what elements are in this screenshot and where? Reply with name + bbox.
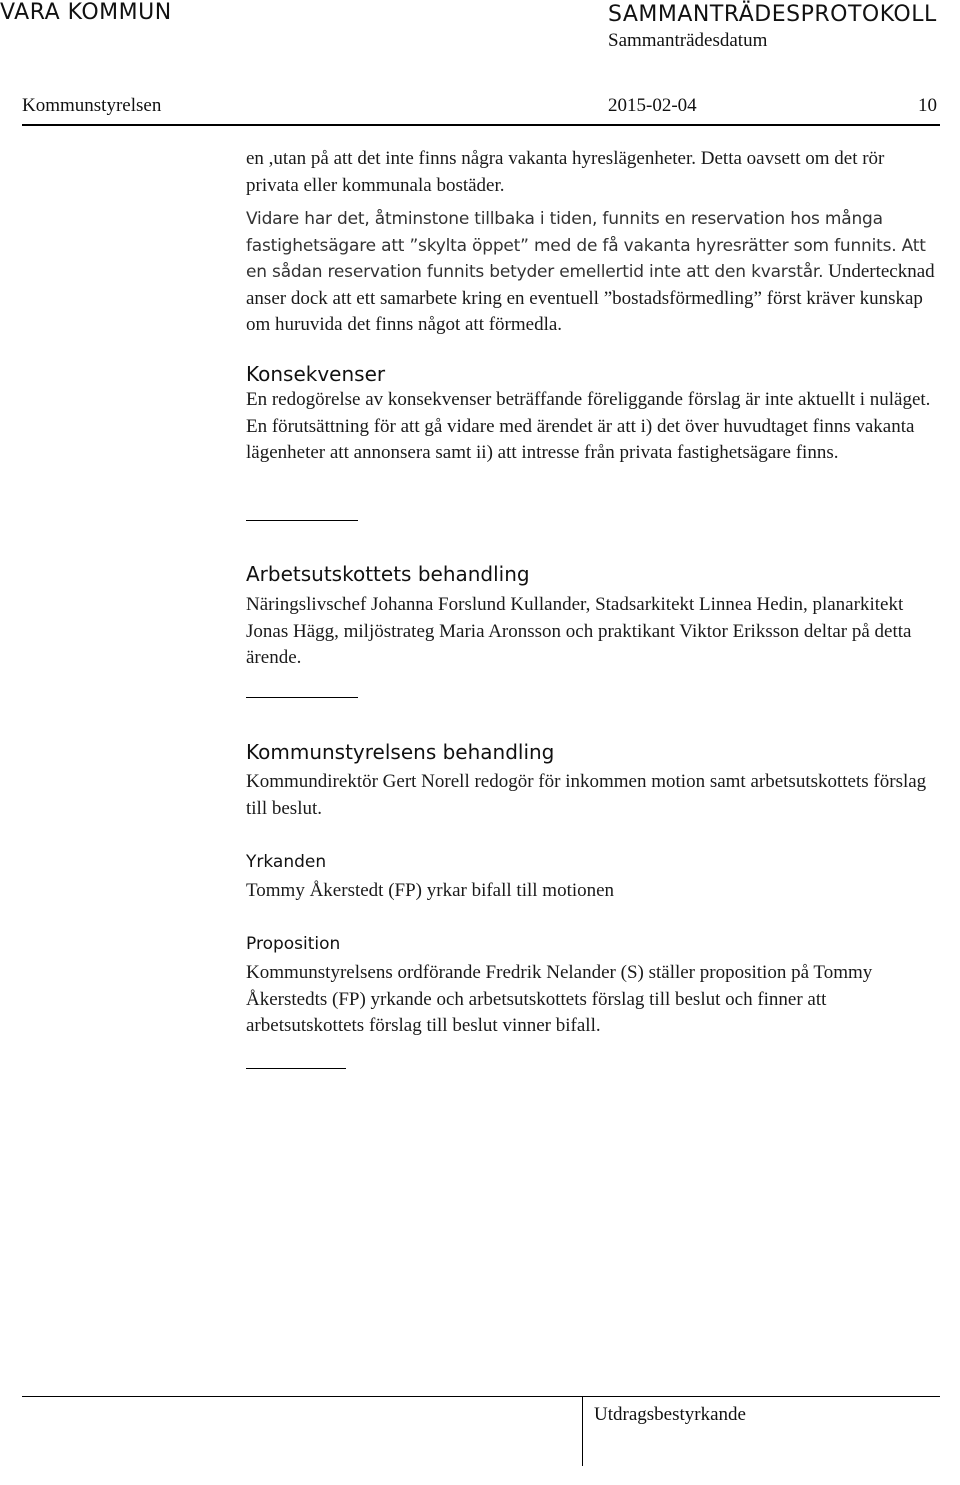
paragraph-konsekvenser: En redogörelse av konsekvenser beträffande föreliggande förslag är inte aktuellt i nuläget. En förutsättning för att gå vidare med ärendet är att i) det över huvudtaget finns vakanta lägenheter att annonsera samt ii) att intresse från privata fastighetsägare finns.: [246, 389, 931, 463]
paragraph-arbetsutskottet: Näringslivschef Johanna Forslund Kullander, Stadsarkitekt Linnea Hedin, planarkitekt Jonas Hägg, miljöstrateg Maria Aronsson och praktikant Viktor Eriksson deltar på detta ärende.: [246, 594, 912, 668]
heading-konsekvenser: Konsekvenser: [246, 362, 386, 386]
paragraph-proposition: Kommunstyrelsens ordförande Fredrik Nelander (S) ställer proposition på Tommy Åkerstedts (FP) yrkande och arbetsutskottets förslag till beslut och finner att arbetsutskottets förslag till beslut vinner bifall.: [246, 962, 873, 1036]
paragraph-intro: en ,utan på att det inte finns några vakanta hyreslägenheter. Detta oavsett om det rör privata eller kommunala bostäder.: [246, 148, 885, 196]
paragraph-yrkanden: Tommy Åkerstedt (FP) yrkar bifall till motionen: [246, 880, 615, 901]
section-separator: [246, 697, 358, 698]
heading-kommunstyrelsens-behandling: Kommunstyrelsens behandling: [246, 740, 555, 764]
heading-yrkanden: Yrkanden: [246, 852, 327, 872]
paragraph-reservation-rest: Undertecknad anser dock att ett samarbete kring en eventuell ”bostadsförmedling” först kräver kunskap om huruvida det finns något att förmedla.: [246, 261, 935, 335]
committee-name: Kommunstyrelsen: [22, 95, 162, 116]
meeting-date: 2015-02-04: [608, 95, 697, 116]
footer-label: Utdragsbestyrkande: [594, 1404, 746, 1425]
footer-divider: [582, 1396, 583, 1466]
heading-proposition: Proposition: [246, 934, 341, 954]
paragraph-kommunstyrelsen: Kommundirektör Gert Norell redogör för inkommen motion samt arbetsutskottets förslag till beslut.: [246, 771, 927, 819]
heading-arbetsutskottets-behandling: Arbetsutskottets behandling: [246, 562, 530, 586]
meeting-date-label: Sammanträdesdatum: [608, 30, 768, 51]
org-name: VARA KOMMUN: [0, 0, 172, 25]
footer-rule: [22, 1396, 940, 1397]
header-rule: [22, 124, 940, 126]
page-number: 10: [918, 95, 937, 116]
document-type: SAMMANTRÄDESPROTOKOLL: [608, 2, 937, 27]
section-separator: [246, 1068, 346, 1069]
section-separator: [246, 520, 358, 521]
paragraph-reservation: [246, 206, 936, 339]
paragraph-reservation-lead: Vidare har det, åtminstone tillbaka i tiden, funnits en reservation hos många fastighetsägare att ”skylta öppet” med de få vakanta hyresrätter som funnits. Att en sådan reservation funnits betyder emellertid inte att den kvarstår.: [246, 209, 926, 282]
